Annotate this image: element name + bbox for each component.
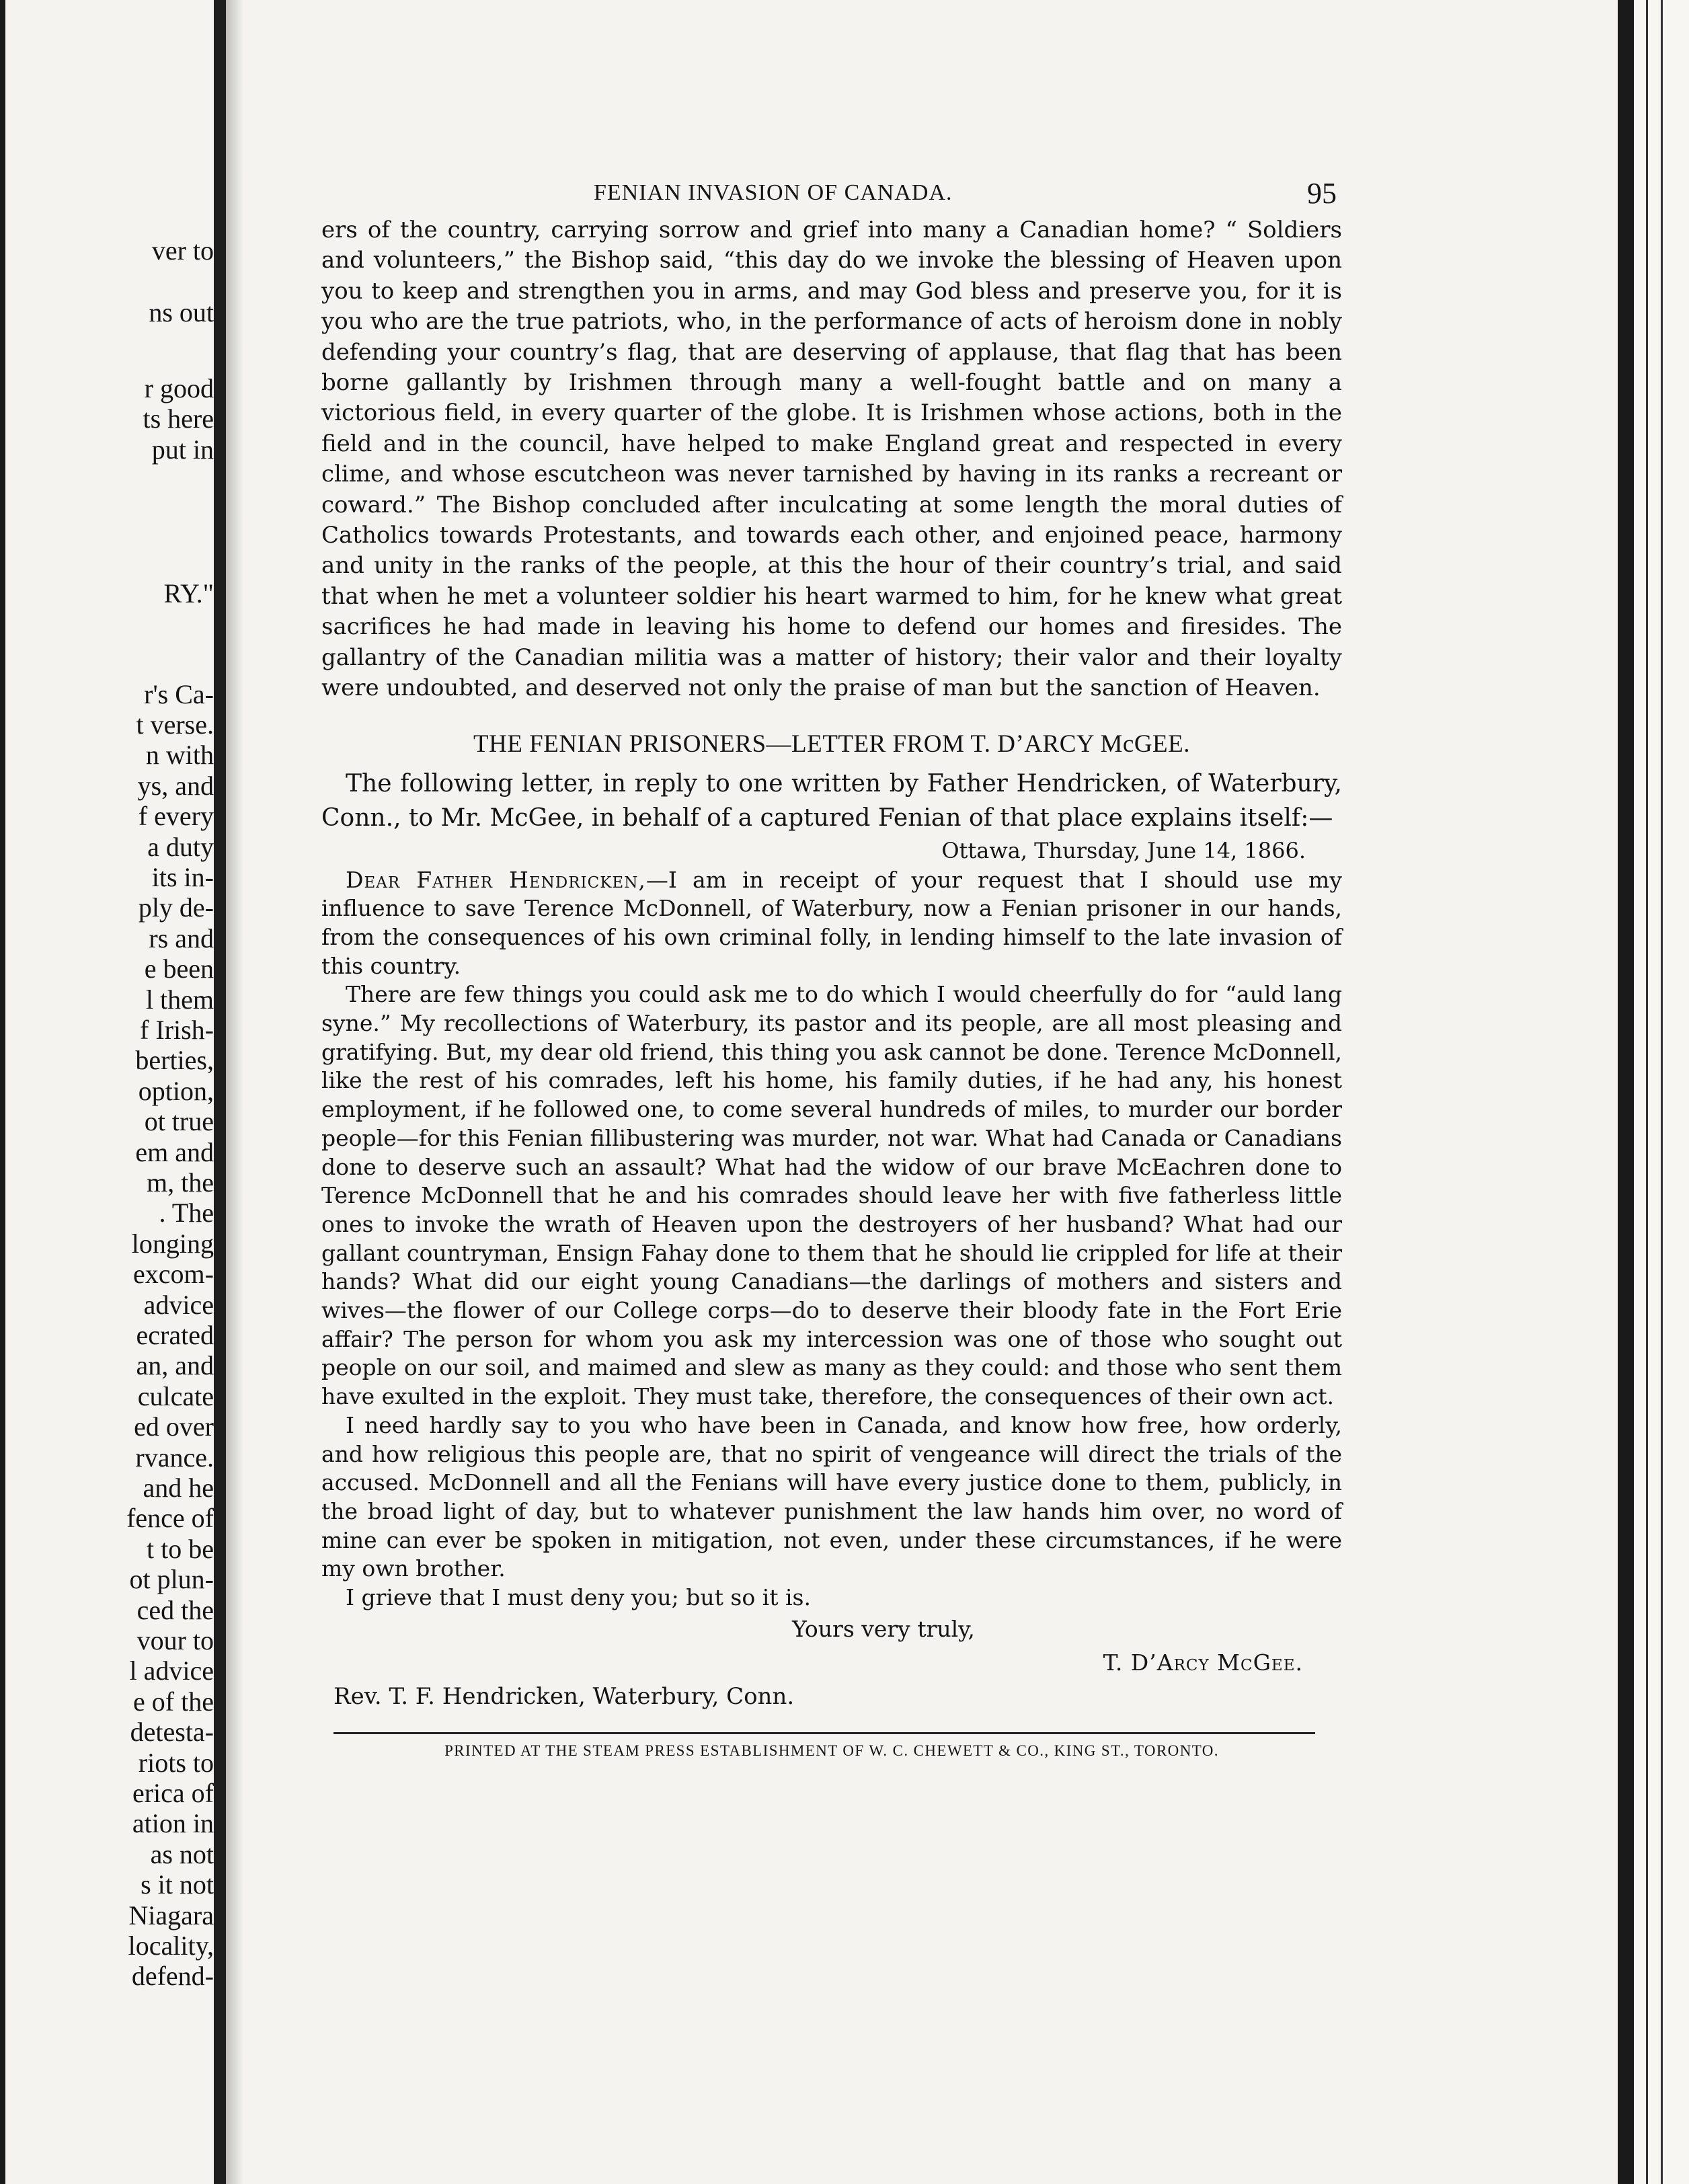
- facing-page-line: its in-: [151, 862, 214, 892]
- facing-page-line: put in: [151, 434, 214, 465]
- intro-paragraph: The following letter, in reply to one written by Father Hendricken, of Waterbury, Conn., to Mr. McGee, in behalf of a captured Fenian of that place explains itself:—: [321, 769, 1342, 832]
- letter-paragraph: There are few things you could ask me to do which I would cheerfully do for “auld lang syne.” My recollections of Waterbury, its pastor and its people, are all most pleasing and gratifying. But, my dear old friend, this thing you ask cannot be done. Terence McDonnell, like the rest of his comrades, left his home, his family duties, if he had any, his honest employment, if he followed one, to come several hundreds of miles, to murder our border people—for this Fenian fillibustering was murder, not war. What had Canada or Canadians done to deserve such an assault? What had the widow of our brave McEachren done to Terence McDonnell that he and his comrades should leave her with five fatherless little ones to invoke the wrath of Heaven upon the destroyers of her husband? What had our gallant countryman, Ensign Fahay done to them that he should lie crippled for life at their hands? What did our eight young Canadians—the darlings of mothers and sisters and wives—the flower of our College corps—do to deserve their bloody fate in the Fort Erie affair? The person for whom you ask my intercession was one of those who sought out people on our soil, and maimed and slew as many as they could: and those who sent them have exulted in the exploit. They must take, therefore, the consequences of their own act.: [321, 981, 1342, 1410]
- facing-page-line: n with: [145, 740, 214, 770]
- page-edge-right: [1618, 0, 1634, 2184]
- letter-paragraph: I need hardly say to you who have been in Canada, and know how free, how orderly, and how religious this people are, that no spirit of vengeance will direct the trials of the accused. McDonnell and all the Fenians will have every justice done to them, publicly, in the broad light of day, but to whatever punishment the law hands him over, no word of mine can ever be spoken in mitigation, not even, under these circumstances, if he were my own brother.: [321, 1411, 1342, 1582]
- facing-page-line: l them: [145, 984, 214, 1015]
- letter-closing: Yours very truly,: [792, 1615, 975, 1642]
- facing-page-line: longing: [131, 1228, 214, 1259]
- gutter-shadow: [226, 0, 243, 2184]
- section-heading: THE FENIAN PRISONERS—LETTER FROM T. D’ARCY McGEE.: [473, 730, 1190, 758]
- facing-page-line: ver to: [151, 235, 214, 266]
- facing-page-line: as not: [150, 1839, 214, 1869]
- facing-page-line: ed over: [134, 1411, 214, 1442]
- facing-page-line: . The: [159, 1198, 214, 1228]
- page-header: [321, 161, 1342, 215]
- facing-page-line: advice: [143, 1290, 214, 1320]
- facing-page-line: defend-: [131, 1961, 214, 1991]
- facing-page-line: s it not: [141, 1869, 214, 1900]
- printer-imprint: PRINTED AT THE STEAM PRESS ESTABLISHMENT OF W. C. CHEWETT & CO., KING ST., TORONTO.: [444, 1742, 1219, 1759]
- page-edge-left: [0, 0, 5, 2184]
- facing-page-line: r's Ca-: [144, 679, 214, 709]
- facing-page-line: berties,: [135, 1045, 214, 1075]
- facing-page-line: RY.": [163, 578, 214, 609]
- running-head: FENIAN INVASION OF CANADA.: [594, 180, 953, 205]
- book-gutter: [214, 0, 226, 2184]
- letter-paragraph: I grieve that I must deny you; but so it is.: [346, 1584, 811, 1611]
- facing-page-line: rvance.: [135, 1442, 214, 1473]
- letter-addressee: Rev. T. F. Hendricken, Waterbury, Conn.: [333, 1682, 795, 1710]
- letter-body: [321, 866, 1342, 1612]
- facing-page-line: detesta-: [130, 1717, 214, 1747]
- facing-page-line: a duty: [147, 832, 214, 862]
- facing-page-line: f Irish-: [140, 1015, 214, 1045]
- continuation-paragraph: ers of the country, carrying sorrow and grief into many a Canadian home? “ Soldiers and volunteers,” the Bishop said, “this day do we invoke the blessing of Heaven upon you to keep and strengthen you in arms, and may God bless and preserve you, for it is you who are the true patriots, who, in the performance of acts of heroism done in nobly defending your country’s flag, that are deserving of applause, that flag that has been borne gallantly by Irishmen through many a well-fought battle and on many a victorious field, in every quarter of the globe. It is Irishmen whose actions, both in the field and in the council, have helped to make England great and respected in every clime, and whose escutcheon was never tarnished by having in its ranks a recreant or coward.” The Bishop concluded after inculcating at some length the moral duties of Catholics towards Protestants, and towards each other, and enjoined peace, harmony and unity in the ranks of the people, at this the hour of their country’s trial, and said that when he met a volunteer soldier his heart warmed to him, for he knew what great sacrifices he had made in leaving his home to defend our homes and firesides. The gallantry of the Canadian militia was a matter of history; their valor and their loyalty were undoubted, and deserved not only the praise of man but the sanction of Heaven.: [321, 217, 1342, 702]
- facing-page-line: ot plun-: [129, 1564, 214, 1594]
- facing-page-line: ns out: [149, 297, 214, 327]
- facing-page-line: fence of: [126, 1503, 214, 1533]
- facing-page-line: culcate: [137, 1381, 214, 1411]
- facing-page-line: em and: [135, 1137, 214, 1167]
- page-stack-line: [1661, 0, 1663, 2184]
- facing-page-line: ot true: [144, 1106, 214, 1136]
- page-stack-line: [1646, 0, 1648, 2184]
- facing-page-line: r good: [144, 373, 214, 403]
- facing-page-line: ply de-: [138, 892, 214, 923]
- facing-page-line: t to be: [147, 1534, 214, 1564]
- facing-page-line: and he: [143, 1473, 214, 1503]
- letter-paragraph: [321, 866, 1342, 981]
- facing-page-line: excom-: [133, 1259, 214, 1289]
- letter-dateline: Ottawa, Thursday, June 14, 1866.: [941, 837, 1306, 863]
- footer-rule: [333, 1732, 1315, 1734]
- facing-page-line: vour to: [136, 1625, 214, 1655]
- facing-page-line: t verse.: [136, 709, 214, 740]
- facing-page-line: riots to: [138, 1748, 214, 1778]
- facing-page-line: l advice: [129, 1655, 214, 1686]
- facing-page-line: e been: [144, 953, 214, 984]
- facing-page-line: f every: [138, 801, 214, 831]
- facing-page-fragment: [15, 235, 214, 2051]
- page-stack-edge: [1634, 0, 1689, 2184]
- page-body: [321, 161, 1342, 1760]
- letter-signature: T. D’Arcy McGee.: [1103, 1649, 1303, 1676]
- letter-salutation: Dear Father Hendricken,: [346, 866, 646, 893]
- facing-page-line: locality,: [128, 1930, 214, 1961]
- facing-page-line: m, the: [147, 1167, 214, 1198]
- page-number: 95: [1307, 177, 1337, 210]
- facing-page-line: ts here: [143, 403, 214, 434]
- facing-page-line: option,: [138, 1076, 214, 1106]
- facing-page-line: ecrated: [136, 1320, 214, 1350]
- facing-page-line: ys, and: [137, 771, 214, 801]
- facing-page-line: an, and: [136, 1350, 214, 1380]
- facing-page-line: Niagara: [128, 1900, 214, 1930]
- letter-paragraph-text: —I am in receipt of your request that I should use my influence to save Terence McDonnell, of Waterbury, now a Fenian prisoner in our hands, from the consequences of his own criminal folly, in lending himself to the late invasion of this country.: [321, 866, 1342, 979]
- facing-page-line: e of the: [133, 1686, 214, 1717]
- facing-page-line: ced the: [136, 1595, 214, 1625]
- facing-page-line: ation in: [132, 1808, 214, 1838]
- facing-page-line: erica of: [132, 1778, 214, 1808]
- facing-page-line: rs and: [149, 923, 214, 953]
